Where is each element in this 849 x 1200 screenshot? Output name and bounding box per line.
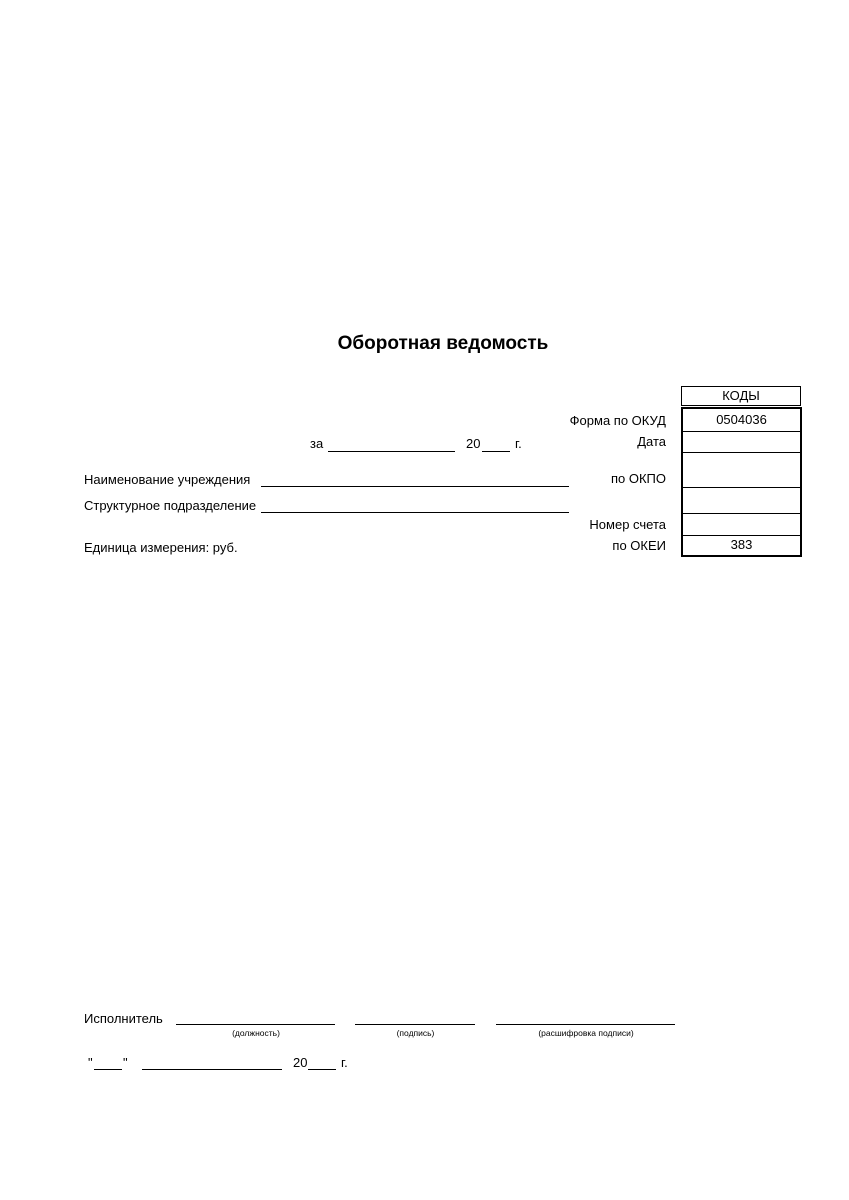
sign-year-suffix: г. — [341, 1055, 348, 1070]
date-quote-close: " — [123, 1055, 128, 1070]
date-quote-open: " — [88, 1055, 93, 1070]
date-code-cell[interactable] — [683, 432, 800, 453]
subdivision-input-line[interactable] — [261, 512, 569, 513]
date-label: Дата — [637, 434, 666, 449]
position-caption: (должность) — [232, 1028, 280, 1038]
blank-code-cell[interactable] — [683, 488, 800, 514]
page-title: Оборотная ведомость — [337, 333, 549, 354]
account-number-cell[interactable] — [683, 514, 800, 536]
account-number-label: Номер счета — [589, 517, 666, 532]
okpo-label: по ОКПО — [610, 471, 666, 486]
signature-caption: (подпись) — [396, 1028, 435, 1038]
period-year-input-line[interactable] — [482, 451, 510, 452]
period-year-prefix: 20 — [466, 436, 481, 451]
period-input-line[interactable] — [328, 451, 455, 452]
signature-input-line[interactable] — [355, 1024, 475, 1025]
decoding-input-line[interactable] — [496, 1024, 675, 1025]
position-input-line[interactable] — [176, 1024, 335, 1025]
okei-label: по ОКЕИ — [612, 538, 666, 553]
sign-year-prefix: 20 — [293, 1055, 308, 1070]
okud-label: Форма по ОКУД — [569, 413, 666, 428]
unit-label: Единица измерения: руб. — [84, 540, 238, 555]
codes-header: КОДЫ — [681, 386, 801, 406]
executor-label: Исполнитель — [84, 1011, 163, 1026]
day-input-line[interactable] — [94, 1069, 122, 1070]
codes-table — [681, 407, 802, 557]
decoding-caption: (расшифровка подписи) — [538, 1028, 634, 1038]
period-prefix: за — [310, 436, 324, 451]
institution-label: Наименование учреждения — [84, 472, 251, 487]
okei-code-cell[interactable]: 383 — [730, 537, 753, 552]
month-input-line[interactable] — [142, 1069, 282, 1070]
sign-year-input-line[interactable] — [308, 1069, 336, 1070]
okud-code-cell[interactable]: 0504036 — [683, 409, 800, 432]
institution-input-line[interactable] — [261, 486, 569, 487]
okpo-code-cell[interactable] — [683, 453, 800, 488]
period-year-suffix: г. — [515, 436, 522, 451]
subdivision-label: Структурное подразделение — [84, 498, 257, 513]
